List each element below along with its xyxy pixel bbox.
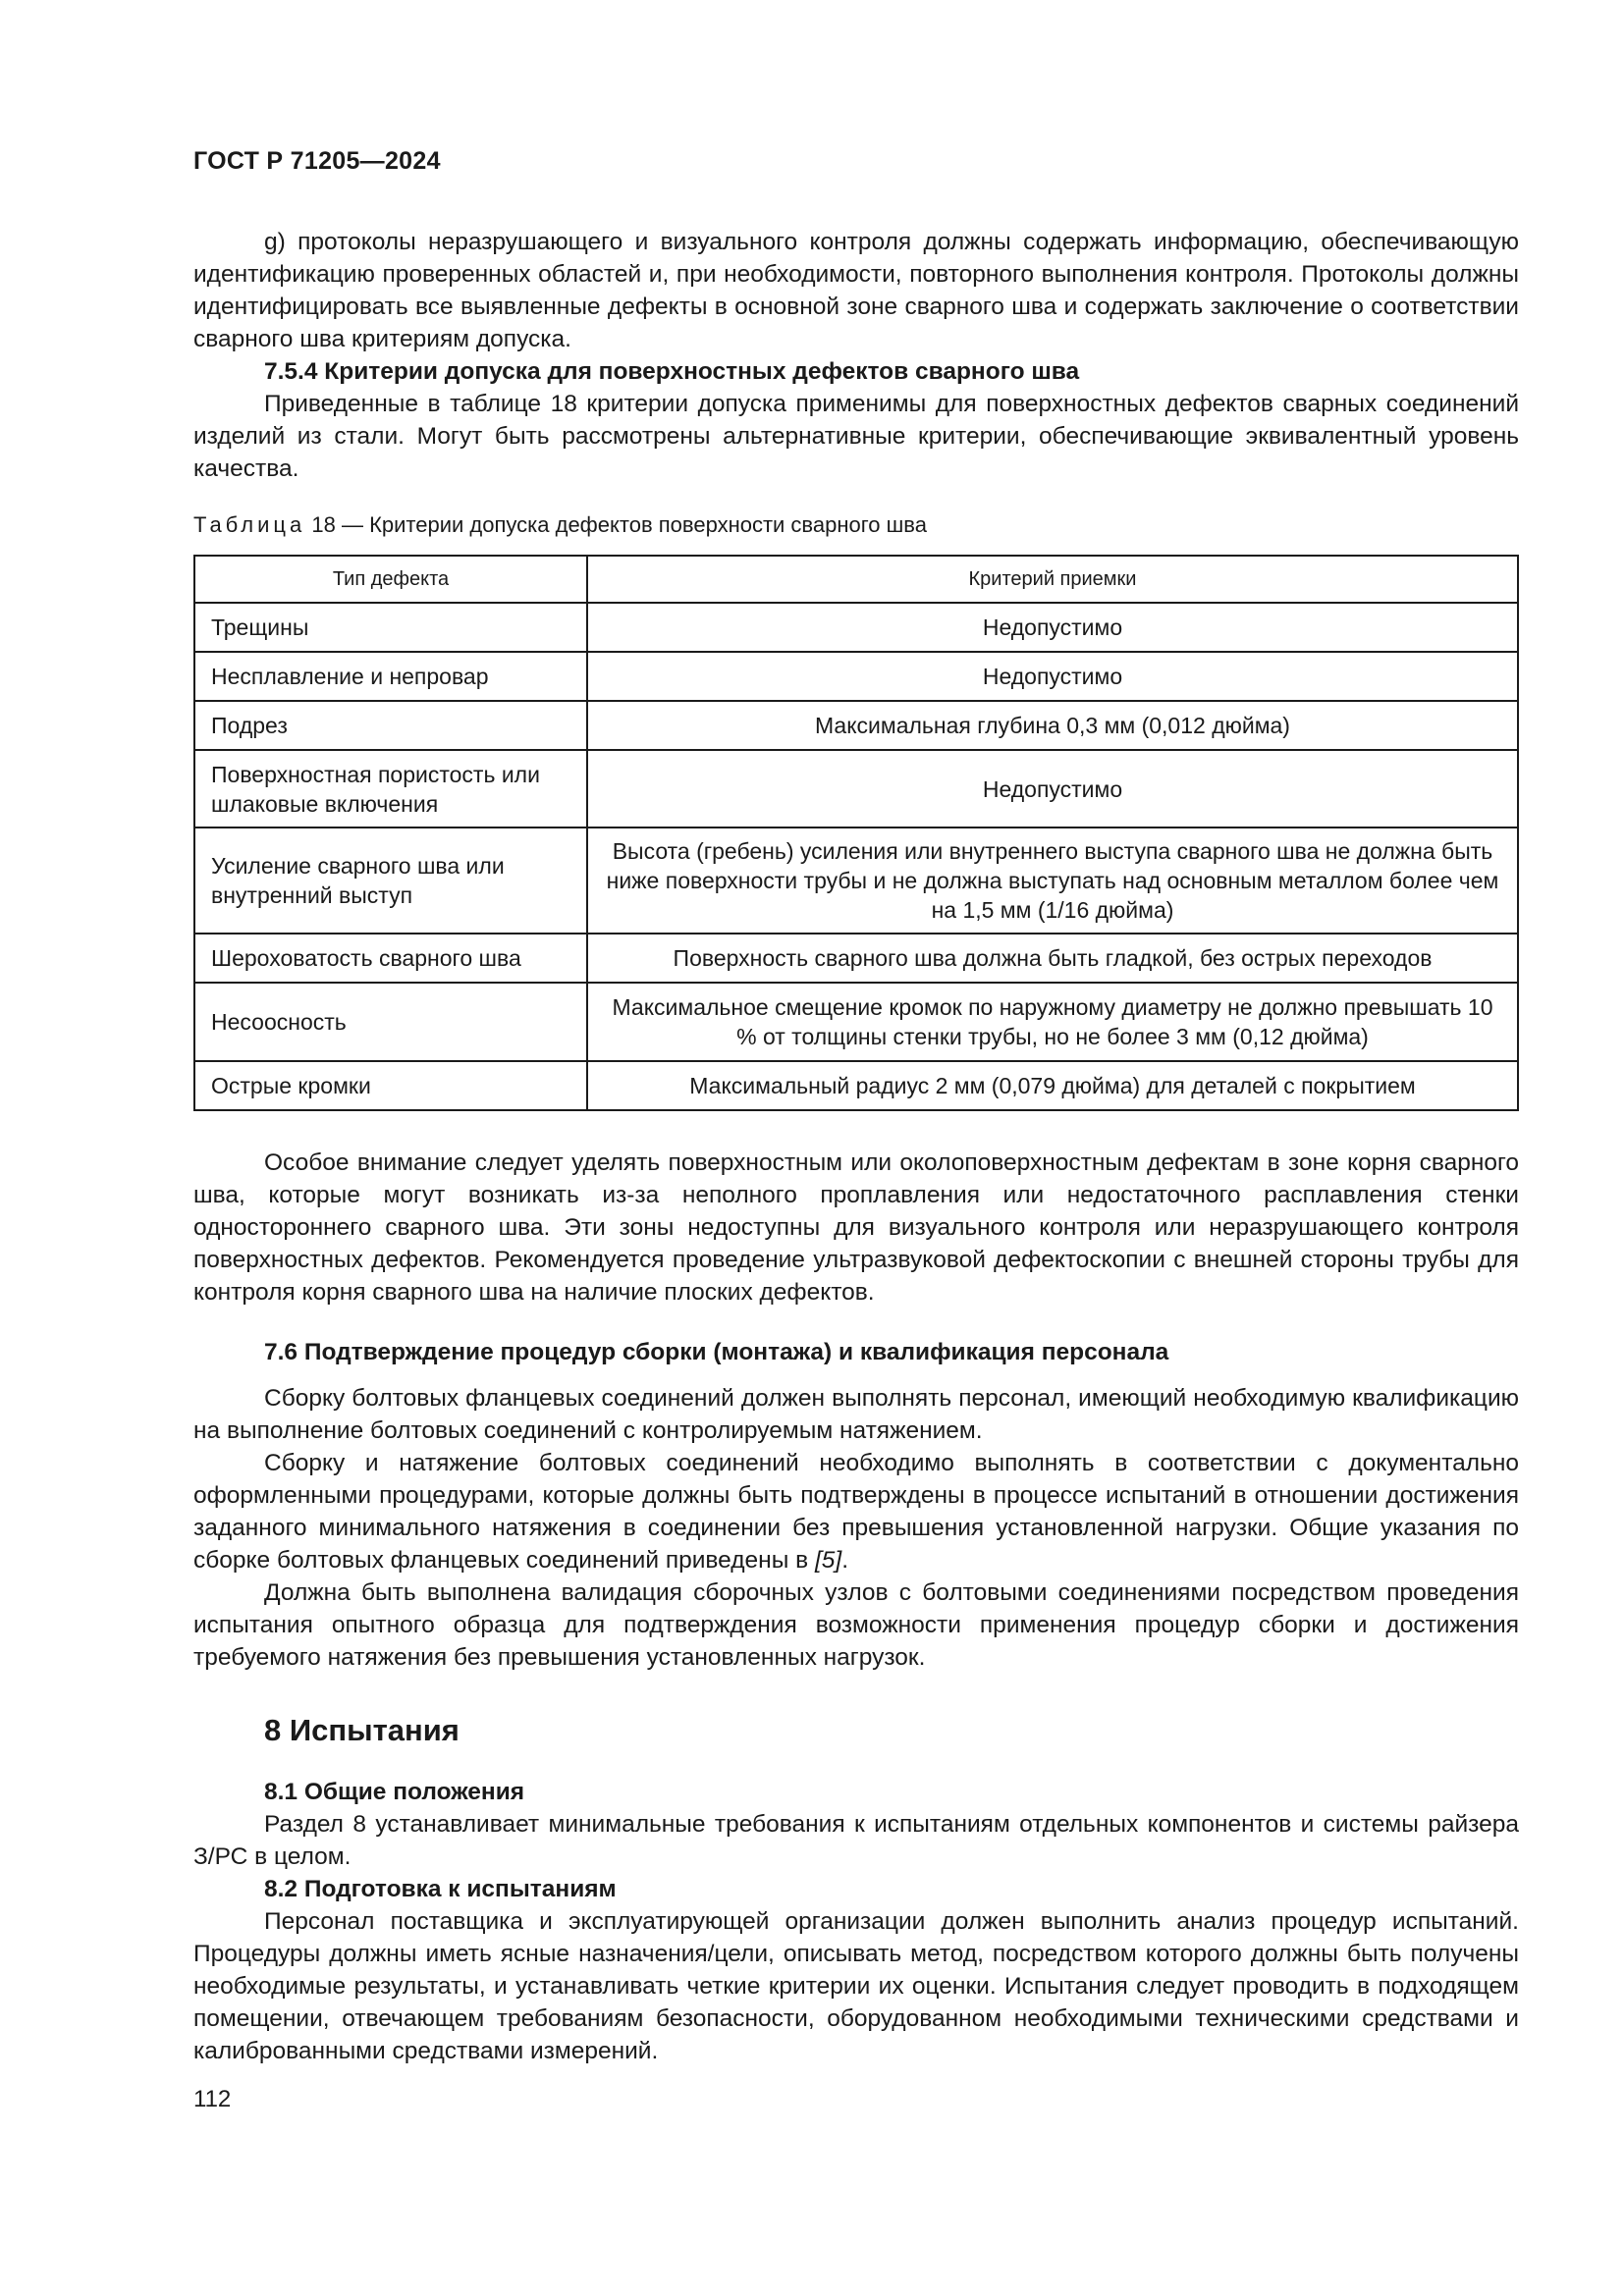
paragraph-7-5-4: Приведенные в таблице 18 критерии допуска применимы для поверхностных дефектов сварных соединений изделий из стали. Могут быть рассмотрены альтернативные критерии, обеспечивающие эквивалентный уровень качества.	[193, 391, 1519, 482]
column-header-type: Тип дефекта	[194, 556, 587, 603]
section-7-6	[193, 1336, 1519, 1674]
page-number: 112	[193, 2086, 232, 2112]
heading-7-6: 7.6 Подтверждение процедур сборки (монтажа) и квалификация персонала	[264, 1339, 1169, 1365]
paragraph-7-6-1: Сборку болтовых фланцевых соединений должен выполнять персонал, имеющий необходимую квалификацию на выполнение болтовых соединений с контролируемым натяжением.	[193, 1385, 1519, 1444]
defect-type-cell: Несоосность	[194, 983, 587, 1061]
defect-type-cell: Острые кромки	[194, 1061, 587, 1110]
table-row	[194, 1061, 1518, 1110]
paragraph-7-6-2-end: .	[841, 1547, 849, 1574]
defects-table	[193, 555, 1519, 1111]
table-row	[194, 603, 1518, 652]
defect-type-cell: Поверхностная пористость или шлаковые включения	[194, 750, 587, 828]
table-row	[194, 701, 1518, 750]
defect-type-cell: Трещины	[194, 603, 587, 652]
defect-type-cell: Несплавление и непровар	[194, 652, 587, 701]
paragraph-8-1: Раздел 8 устанавливает минимальные требования к испытаниям отдельных компонентов и системы райзера З/РС в целом.	[193, 1811, 1519, 1870]
reference-link: [5]	[814, 1547, 842, 1574]
column-header-criterion: Критерий приемки	[587, 556, 1518, 603]
table-row	[194, 750, 1518, 828]
paragraph-root-defects: Особое внимание следует уделять поверхностным или околоповерхностным дефектам в зоне корня сварного шва, которые могут возникать из-за неполного проплавления или недостаточного расплавления стенки одностороннего сварного шва. Эти зоны недоступны для визуального контроля или неразрушающего контроля поверхностных дефектов. Рекомендуется проведение ультразвуковой дефектоскопии с внешней стороны трубы для контроля корня сварного шва на наличие плоских дефектов.	[193, 1149, 1519, 1306]
section-8-title: 8 Испытания	[264, 1713, 460, 1747]
defect-type-cell: Усиление сварного шва или внутренний выступ	[194, 828, 587, 934]
section-8-body	[193, 1776, 1519, 2067]
intro-block	[193, 226, 1519, 485]
paragraph-7-6-2	[193, 1447, 1519, 1576]
table-caption-label: Таблица	[193, 512, 306, 537]
table-header-row	[194, 556, 1518, 603]
after-table-block	[193, 1147, 1519, 1308]
criterion-cell: Недопустимо	[587, 652, 1518, 701]
table-row	[194, 983, 1518, 1061]
heading-8-1: 8.1 Общие положения	[264, 1779, 525, 1805]
table-row	[194, 652, 1518, 701]
criterion-cell: Максимальный радиус 2 мм (0,079 дюйма) для деталей с покрытием	[587, 1061, 1518, 1110]
table-caption	[193, 512, 927, 538]
criterion-cell: Недопустимо	[587, 750, 1518, 828]
table-caption-text: 18 — Критерии допуска дефектов поверхности сварного шва	[311, 512, 927, 537]
paragraph-7-6-2-text: Сборку и натяжение болтовых соединений необходимо выполнять в соответствии с документально оформленными процедурами, которые должны быть подтверждены в процессе испытаний в отношении достижения заданного минимального натяжения в соединении без превышения установленной нагрузки. Общие указания по сборке болтовых фланцевых соединений приведены в	[193, 1450, 1519, 1574]
standard-code-header: ГОСТ Р 71205—2024	[193, 147, 441, 175]
table-row	[194, 828, 1518, 934]
defect-type-cell: Подрез	[194, 701, 587, 750]
criterion-cell: Высота (гребень) усиления или внутреннего выступа сварного шва не должна быть ниже поверхности трубы и не должна выступать над основным металлом более чем на 1,5 мм (1/16 дюйма)	[587, 828, 1518, 934]
paragraph-8-2: Персонал поставщика и эксплуатирующей организации должен выполнить анализ процедур испытаний. Процедуры должны иметь ясные назначения/цели, описывать метод, посредством которого должны быть получены необходимые результаты, и устанавливать четкие критерии их оценки. Испытания следует проводить в подходящем помещении, отвечающем требованиям безопасности, оборудованном необходимыми техническими средствами и калиброванными средствами измерений.	[193, 1908, 1519, 2064]
criterion-cell: Максимальная глубина 0,3 мм (0,012 дюйма)	[587, 701, 1518, 750]
table-row	[194, 934, 1518, 983]
paragraph-7-6-3: Должна быть выполнена валидация сборочных узлов с болтовыми соединениями посредством проведения испытания опытного образца для подтверждения возможности применения процедур сборки и достижения требуемого натяжения без превышения установленных нагрузок.	[193, 1579, 1519, 1671]
criterion-cell: Максимальное смещение кромок по наружному диаметру не должно превышать 10 % от толщины стенки трубы, но не более 3 мм (0,12 дюйма)	[587, 983, 1518, 1061]
heading-8-2: 8.2 Подготовка к испытаниям	[264, 1876, 617, 1902]
criterion-cell: Недопустимо	[587, 603, 1518, 652]
heading-7-5-4: 7.5.4 Критерии допуска для поверхностных дефектов сварного шва	[264, 358, 1080, 385]
defect-type-cell: Шероховатость сварного шва	[194, 934, 587, 983]
criterion-cell: Поверхность сварного шва должна быть гладкой, без острых переходов	[587, 934, 1518, 983]
paragraph-g: g) протоколы неразрушающего и визуального контроля должны содержать информацию, обеспечивающую идентификацию проверенных областей и, при необходимости, повторного выполнения контроля. Протоколы должны идентифицировать все выявленные дефекты в основной зоне сварного шва и содержать заключение о соответствии сварного шва критериям допуска.	[193, 229, 1519, 352]
